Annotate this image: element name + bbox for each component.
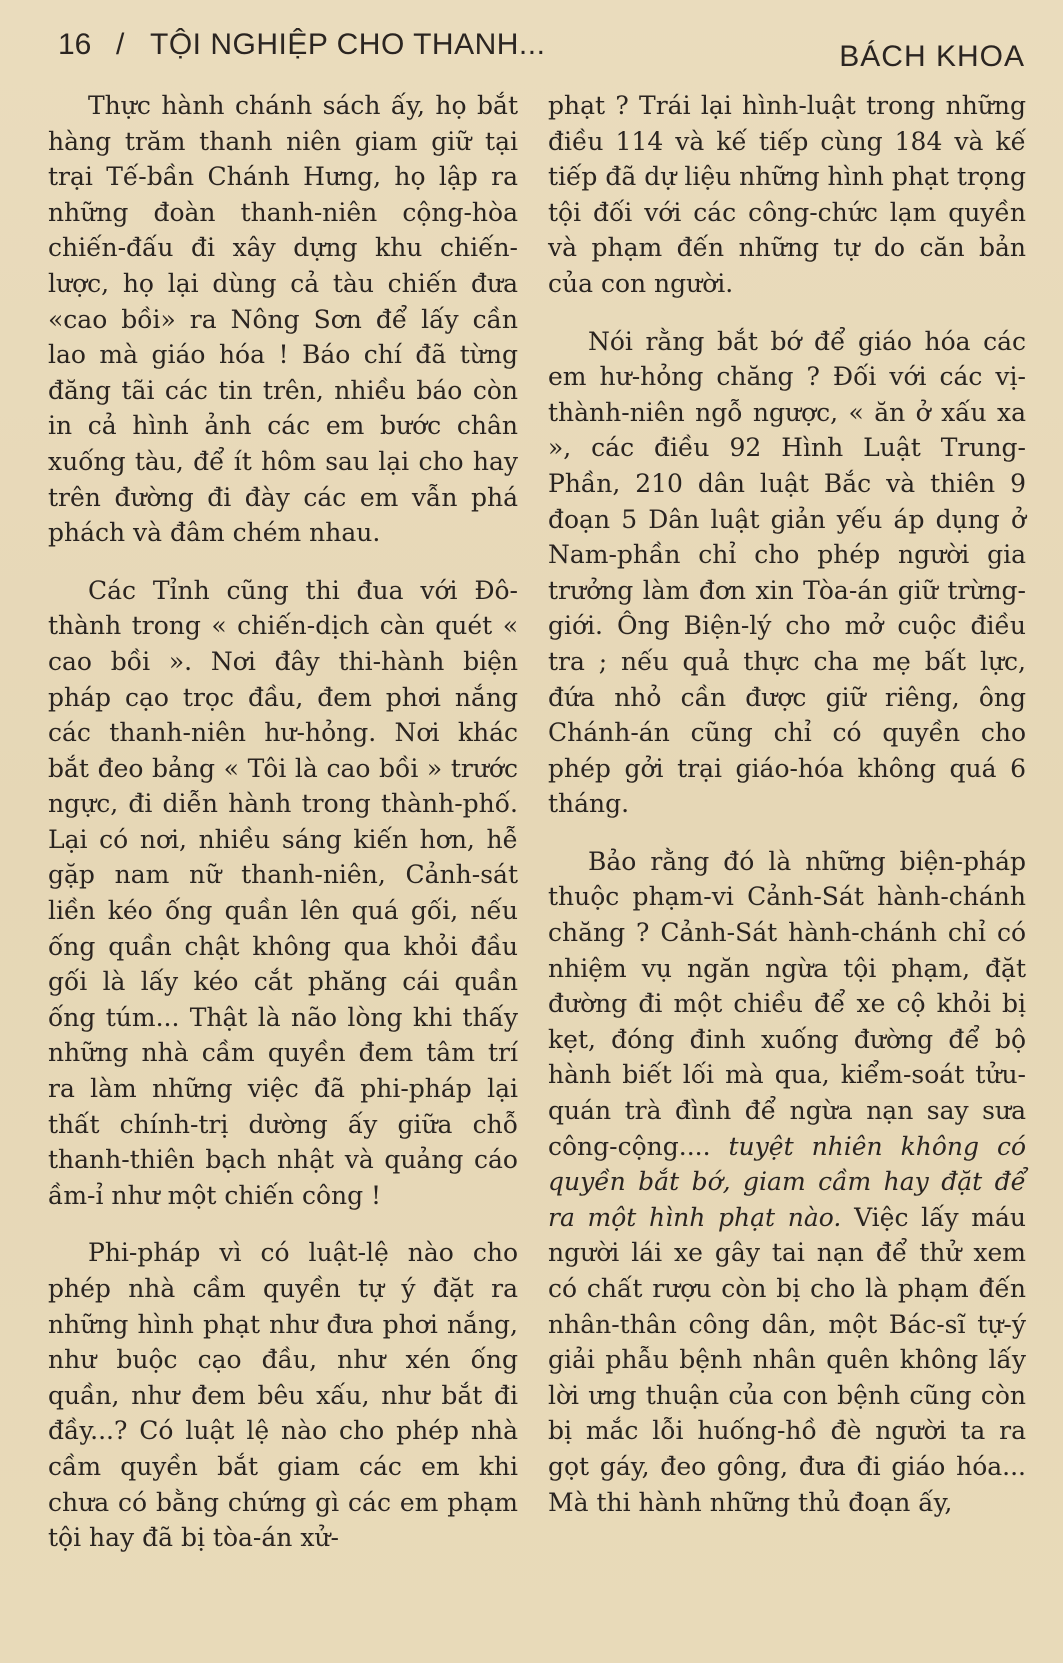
right-paragraph-3 (548, 844, 1026, 1520)
right-paragraph-1: phạt ? Trái lại hình-luật trong những điều 114 và kế tiếp cùng 184 và kế tiếp đã dự liệu những hình phạt trọng tội đối với các công-chức lạm quyền và phạm đến những tự do căn bản của con người. (548, 91, 1026, 298)
magazine-name: BÁCH KHOA (839, 40, 1025, 73)
left-paragraph-2: Các Tỉnh cũng thi đua với Đô-thành trong « chiến-dịch càn quét « cao bồi ». Nơi đây thi-hành biện pháp cạo trọc đầu, đem phơi nắng các thanh-niên hư-hỏng. Nơi khác bắt đeo bảng « Tôi là cao bồi » trước ngực, đi diễn hành trong thành-phố. Lại có nơi, nhiều sáng kiến hơn, hễ gặp nam nữ thanh-niên, Cảnh-sát liền kéo ống quần lên quá gối, nếu ống quần chật không qua khỏi đầu gối là lấy kéo cắt phăng cái quần ống túm... Thật là não lòng khi thấy những nhà cầm quyền đem tâm trí ra làm những việc đã phi-pháp lại thất chính-trị dường ấy giữa chỗ thanh-thiên bạch nhật và quảng cáo ầm-ỉ như một chiến công ! (48, 575, 518, 1210)
left-paragraph-3: Phi-pháp vì có luật-lệ nào cho phép nhà cầm quyền tự ý đặt ra những hình phạt như đưa phơi nắng, như buộc cạo đầu, như xén ống quần, như đem bêu xấu, như bắt đi đầy...? Có luật lệ nào cho phép nhà cầm quyền bắt giam các em khi chưa có bằng chứng gì các em phạm tội hay đã bị tòa-án xử- (48, 1238, 518, 1553)
page-header (58, 18, 1025, 78)
right-paragraph-3-start: Bảo rằng đó là những biện-pháp thuộc phạm-vi Cảnh-Sát hành-chánh chăng ? Cảnh-Sát hành-chánh chỉ có nhiệm vụ ngăn ngừa tội phạm, đặt đường đi một chiều để xe cộ khỏi bị kẹt, đóng đinh xuống đường để bộ hành biết lối mà qua, kiểm-soát tửu-quán trà đình để ngừa nạn say sưa công-cộng.... (548, 846, 1026, 1161)
right-paragraph-3-emphasis: tuyệt nhiên không có quyền bắt bớ, giam cầm hay đặt để ra một hình phạt nào. (548, 1131, 1026, 1232)
right-paragraph-2: Nói rằng bắt bớ để giáo hóa các em hư-hỏng chăng ? Đối với các vị-thành-niên ngỗ ngược, « ăn ở xấu xa », các điều 92 Hình Luật Trung-Phần, 210 dân luật Bắc và thiên 9 đoạn 5 Dân luật giản yếu áp dụng ở Nam-phần chỉ cho phép người gia trưởng làm đơn xin Tòa-án giữ trừng-giới. Ông Biện-lý cho mở cuộc điều tra ; nếu quả thực cha mẹ bất lực, đứa nhỏ cần được giữ riêng, ông Chánh-án cũng chỉ có quyền cho phép gởi trại giáo-hóa không quá 6 tháng. (548, 326, 1026, 819)
left-column (48, 88, 518, 1556)
page-number: 16 (58, 28, 92, 61)
right-column (548, 88, 1026, 1520)
running-title: TỘI NGHIỆP CHO THANH... (150, 28, 546, 61)
left-paragraph-1: Thực hành chánh sách ấy, họ bắt hàng trăm thanh niên giam giữ tại trại Tế-bần Chánh Hưng, họ lập ra những đoàn thanh-niên cộng-hòa chiến-đấu đi xây dựng khu chiến-lược, họ lại dùng cả tàu chiến đưa «cao bồi» ra Nông Sơn để lấy cần lao mà giáo hóa ! Báo chí đã từng đăng tãi các tin trên, nhiều báo còn in cả hình ảnh các em bước chân xuống tàu, để ít hôm sau lại cho hay trên đường đi đày các em vẫn phá phách và đâm chém nhau. (48, 91, 518, 548)
header-separator: / (116, 28, 125, 61)
right-paragraph-3-end: Việc lấy máu người lái xe gây tai nạn để thử xem có chất rượu còn bị cho là phạm đến nhân-thân công dân, một Bác-sĩ tự-ý giải phẫu bệnh nhân quên không lấy lời ưng thuận của con bệnh cũng còn bị mắc lỗi huống-hồ đè người ta ra gọt gáy, đeo gông, đưa đi giáo hóa... Mà thi hành những thủ đoạn ấy, (548, 1202, 1027, 1517)
